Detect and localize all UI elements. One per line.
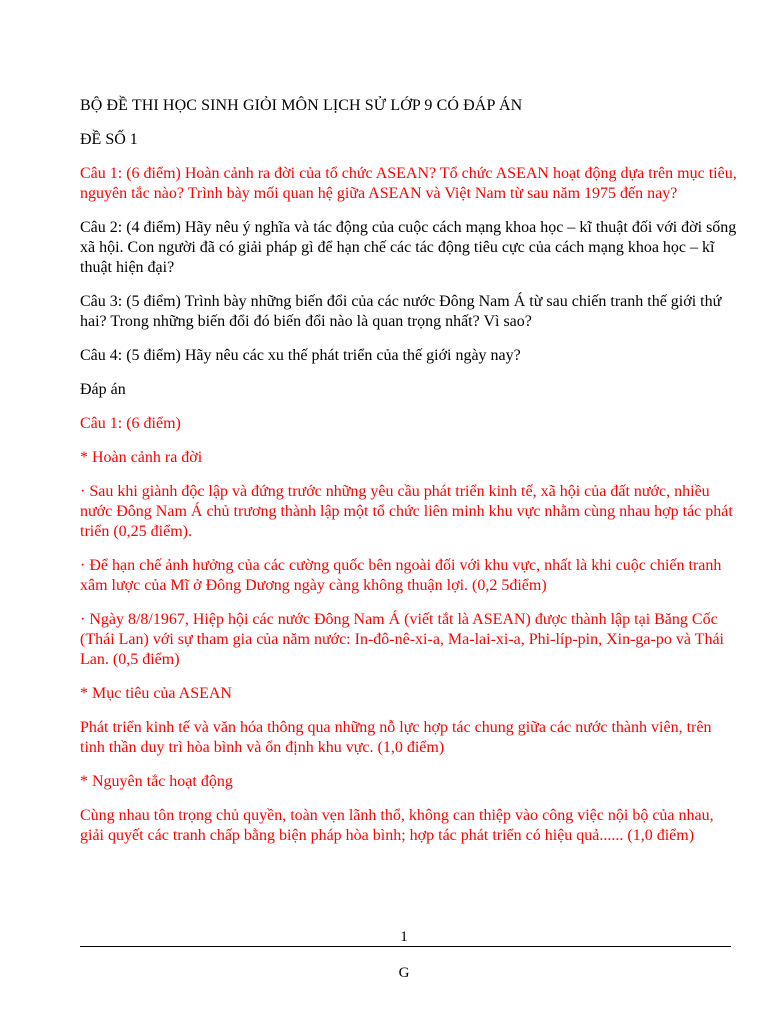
answer-question-heading: Câu 1: (6 điểm) (80, 415, 181, 432)
goals-heading: * Mục tiêu của ASEAN (80, 685, 232, 702)
page-number: 1 (400, 929, 408, 945)
context-heading: * Hoàn cảnh ra đời (80, 449, 203, 466)
document-title: BỘ ĐỀ THI HỌC SINH GIỎI MÔN LỊCH SỬ LỚP 9 CÓ ĐÁP ÁN (80, 97, 523, 114)
goals-text: Phát triển kinh tế và văn hóa thông qua những nỗ lực hợp tác chung giữa các nước thành viên, trên tinh thần duy trì hòa bình và ổn định khu vực. (1,0 điểm) (80, 719, 712, 756)
answer-label: Đáp án (80, 381, 126, 398)
document-body (80, 96, 740, 860)
question-3: Câu 3: (5 điểm) Trình bày những biến đổi của các nước Đông Nam Á từ sau chiến tranh thế giới thứ hai? Trong những biến đổi đó biến đổi nào là quan trọng nhất? Vì sao? (80, 293, 722, 330)
page-footer (0, 924, 768, 1024)
exam-label: ĐỀ SỐ 1 (80, 131, 138, 148)
question-2: Câu 2: (4 điểm) Hãy nêu ý nghĩa và tác động của cuộc cách mạng khoa học – kĩ thuật đối với đời sống xã hội. Con người đã có giải pháp gì để hạn chế các tác động tiêu cực của cách mạng khoa học – kĩ thuật hiện đại? (80, 219, 737, 276)
footer-mark: G (398, 965, 410, 981)
principles-text: Cùng nhau tôn trọng chủ quyền, toàn vẹn lãnh thổ, không can thiệp vào công việc nội bộ của nhau, giải quyết các tranh chấp bằng biện pháp hòa bình; hợp tác phát triển có hiệu quả...... (1,0 điểm) (80, 807, 714, 844)
question-1: Câu 1: (6 điểm) Hoàn cảnh ra đời của tổ chức ASEAN? Tổ chức ASEAN hoạt động dựa trên mục tiêu, nguyên tắc nào? Trình bày mối quan hệ giữa ASEAN và Việt Nam từ sau năm 1975 đến nay? (80, 165, 737, 202)
context-point-3: · Ngày 8/8/1967, Hiệp hội các nước Đông Nam Á (viết tắt là ASEAN) được thành lập tại Băng Cốc (Thái Lan) với sự tham gia của năm nước: In-đô-nê-xi-a, Ma-lai-xi-a, Phi-líp-pin, Xin-ga-po và Thái Lan. (0,5 điểm) (80, 611, 724, 668)
footer-divider (80, 946, 731, 947)
question-4: Câu 4: (5 điểm) Hãy nêu các xu thế phát triển của thế giới ngày nay? (80, 347, 521, 364)
context-point-1: · Sau khi giành độc lập và đứng trước những yêu cầu phát triển kinh tế, xã hội của đất nước, nhiều nước Đông Nam Á chủ trương thành lập một tổ chức liên minh khu vực nhằm cùng nhau hợp tác phát triển (0,25 điểm). (80, 483, 733, 540)
context-point-2: · Để hạn chế ảnh hưởng của các cường quốc bên ngoài đối với khu vực, nhất là khi cuộc chiến tranh xâm lược của Mĩ ở Đông Dương ngày càng không thuận lợi. (0,2 5điểm) (80, 557, 722, 594)
principles-heading: * Nguyên tắc hoạt động (80, 773, 233, 790)
